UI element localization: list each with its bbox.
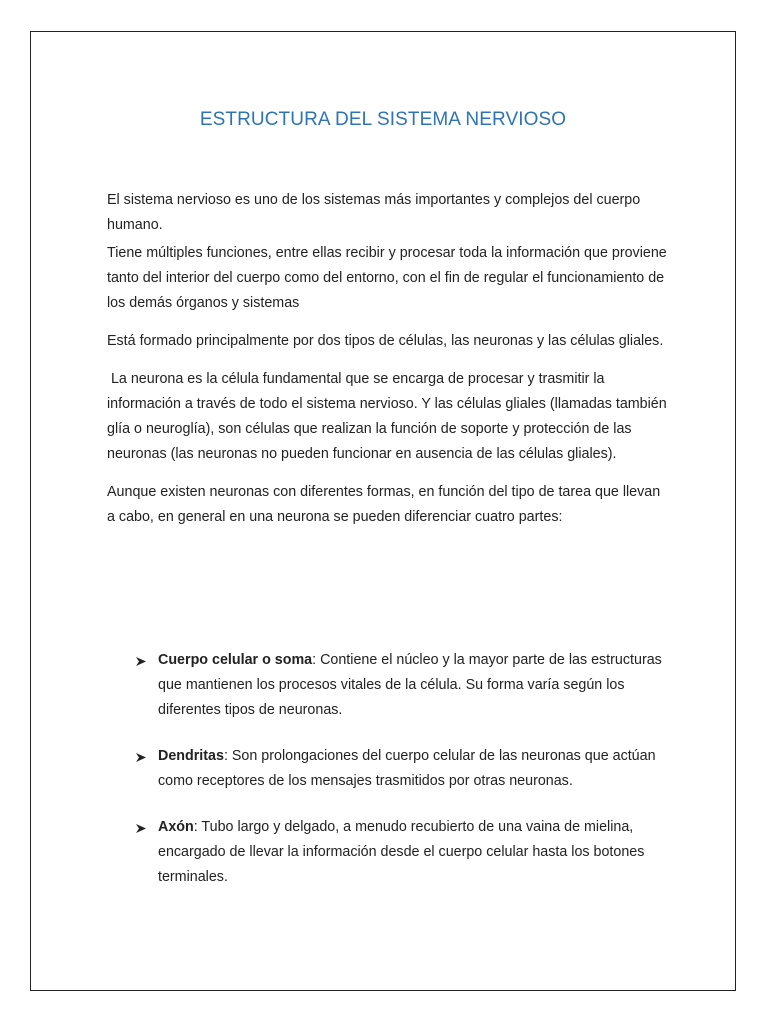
list-item — [135, 815, 665, 890]
bullet-term: Cuerpo celular o soma — [158, 652, 313, 668]
document-page — [30, 31, 736, 991]
paragraph-functions: Tiene múltiples funciones, entre ellas recibir y procesar toda la información que proviene tanto del interior del cuerpo como del entorno, con el fin de regular el funcionamiento de los demás órganos y sistemas — [107, 245, 667, 311]
paragraph-intro: El sistema nervioso es uno de los sistemas más importantes y complejos del cuerpo humano. — [107, 192, 641, 233]
arrowhead-bullet-icon — [135, 744, 147, 769]
neuron-parts-list — [135, 648, 665, 911]
bullet-term: Dendritas — [158, 748, 224, 764]
arrowhead-bullet-icon — [135, 815, 147, 840]
list-item — [135, 744, 665, 794]
paragraph-neuron-parts: Aunque existen neuronas con diferentes formas, en función del tipo de tarea que llevan a cabo, en general en una neurona se pueden diferenciar cuatro partes: — [107, 484, 661, 525]
list-item — [135, 648, 665, 723]
document-title: ESTRUCTURA DEL SISTEMA NERVIOSO — [199, 109, 567, 130]
document-body — [107, 188, 671, 540]
arrowhead-bullet-icon — [135, 648, 147, 673]
bullet-text: : Tubo largo y delgado, a menudo recubierto de una vaina de mielina, encargado de llevar la información desde el cuerpo celular hasta los botones terminales. — [158, 819, 645, 885]
paragraph-cell-types: Está formado principalmente por dos tipos de células, las neuronas y las células gliales. — [107, 333, 664, 349]
bullet-term: Axón — [158, 819, 194, 835]
paragraph-neuron-glia: La neurona es la célula fundamental que se encarga de procesar y trasmitir la información a través de todo el sistema nervioso. Y las células gliales (llamadas también glía o neuroglía), son células que realizan la función de soporte y protección de las neuronas (las neuronas no pueden funcionar en ausencia de las células gliales). — [107, 371, 671, 462]
bullet-text: : Contiene el núcleo y la mayor parte de las estructuras que mantienen los procesos vitales de la célula. Su forma varía según los diferentes tipos de neuronas. — [158, 652, 662, 718]
bullet-text: : Son prolongaciones del cuerpo celular de las neuronas que actúan como receptores de los mensajes trasmitidos por otras neuronas. — [158, 748, 656, 789]
